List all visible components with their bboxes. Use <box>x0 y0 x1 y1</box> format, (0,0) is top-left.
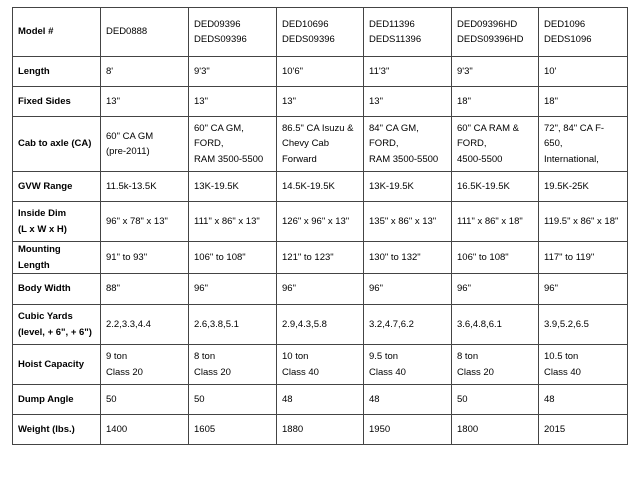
table-cell: 8 ton Class 20 <box>452 345 539 385</box>
table-cell: 19.5K-25K <box>539 172 628 202</box>
table-cell: 96" <box>364 274 452 305</box>
table-cell: 11'3" <box>364 57 452 87</box>
table-cell: 60" CA RAM & FORD, 4500-5500 <box>452 117 539 172</box>
table-cell: 14.5K-19.5K <box>277 172 364 202</box>
table-cell: 10.5 ton Class 40 <box>539 345 628 385</box>
table-cell: 2015 <box>539 415 628 445</box>
table-cell: 48 <box>539 385 628 415</box>
table-cell: 9 ton Class 20 <box>101 345 189 385</box>
table-cell: 1800 <box>452 415 539 445</box>
table-cell: 3.2,4.7,6.2 <box>364 305 452 345</box>
table-row <box>13 345 628 385</box>
table-cell: DED1096 DEDS1096 <box>539 8 628 57</box>
table-cell: 10' <box>539 57 628 87</box>
table-cell: 13" <box>364 87 452 117</box>
row-label-cell: Length <box>13 57 101 87</box>
table-cell: 50 <box>189 385 277 415</box>
table-cell: 16.5K-19.5K <box>452 172 539 202</box>
table-cell: 18" <box>452 87 539 117</box>
table-cell: DED09396HD DEDS09396HD <box>452 8 539 57</box>
row-label-cell: Inside Dim (L x W x H) <box>13 202 101 242</box>
row-label-cell: Cubic Yards (level, + 6", + 6") <box>13 305 101 345</box>
table-cell: 9'3" <box>189 57 277 87</box>
table-row <box>13 202 628 242</box>
table-cell: 13" <box>101 87 189 117</box>
table-cell: 13" <box>277 87 364 117</box>
table-cell: 48 <box>277 385 364 415</box>
row-label-cell: GVW Range <box>13 172 101 202</box>
table-cell: 48 <box>364 385 452 415</box>
table-cell: 2.9,4.3,5.8 <box>277 305 364 345</box>
table-cell: 91" to 93" <box>101 242 189 274</box>
row-label-cell: Dump Angle <box>13 385 101 415</box>
table-cell: 9'3" <box>452 57 539 87</box>
table-cell: 96" <box>277 274 364 305</box>
table-cell: 121" to 123" <box>277 242 364 274</box>
table-cell: 1400 <box>101 415 189 445</box>
table-row <box>13 242 628 274</box>
table-cell: 72", 84" CA F- 650, International, <box>539 117 628 172</box>
table-cell: 1880 <box>277 415 364 445</box>
table-cell: 60" CA GM, FORD, RAM 3500-5500 <box>189 117 277 172</box>
header-row <box>13 8 628 57</box>
table-cell: DED09396 DEDS09396 <box>189 8 277 57</box>
row-label-cell: Weight (lbs.) <box>13 415 101 445</box>
table-row <box>13 172 628 202</box>
row-label-cell: Cab to axle (CA) <box>13 117 101 172</box>
table-cell: 84" CA GM, FORD, RAM 3500-5500 <box>364 117 452 172</box>
table-cell: 117" to 119" <box>539 242 628 274</box>
table-cell: 11.5k-13.5K <box>101 172 189 202</box>
table-cell: 106" to 108" <box>452 242 539 274</box>
table-cell: 50 <box>452 385 539 415</box>
table-cell: 96" <box>189 274 277 305</box>
table-cell: 86.5" CA Isuzu & Chevy Cab Forward <box>277 117 364 172</box>
table-row <box>13 415 628 445</box>
table-cell: 119.5" x 86" x 18" <box>539 202 628 242</box>
row-label-cell: Mounting Length <box>13 242 101 274</box>
table-cell: 60" CA GM (pre-2011) <box>101 117 189 172</box>
table-cell: 50 <box>101 385 189 415</box>
table-cell: DED10696 DEDS09396 <box>277 8 364 57</box>
table-cell: 106" to 108" <box>189 242 277 274</box>
table-row <box>13 385 628 415</box>
row-label-cell: Body Width <box>13 274 101 305</box>
table-cell: 130" to 132" <box>364 242 452 274</box>
table-cell: 2.6,3.8,5.1 <box>189 305 277 345</box>
table-cell: 18" <box>539 87 628 117</box>
table-cell: 1605 <box>189 415 277 445</box>
table-cell: 126" x 96" x 13" <box>277 202 364 242</box>
table-cell: 13K-19.5K <box>364 172 452 202</box>
table-cell: 8' <box>101 57 189 87</box>
table-row <box>13 57 628 87</box>
row-label-cell: Fixed Sides <box>13 87 101 117</box>
table-cell: 3.6,4.8,6.1 <box>452 305 539 345</box>
table-cell: 3.9,5.2,6.5 <box>539 305 628 345</box>
spec-table <box>12 7 628 445</box>
table-cell: 8 ton Class 20 <box>189 345 277 385</box>
table-cell: DED11396 DEDS11396 <box>364 8 452 57</box>
table-row <box>13 117 628 172</box>
table-cell: 2.2,3.3,4.4 <box>101 305 189 345</box>
table-row <box>13 274 628 305</box>
table-cell: 88" <box>101 274 189 305</box>
table-cell: 135" x 86" x 13" <box>364 202 452 242</box>
row-label-cell: Model # <box>13 8 101 57</box>
row-label-cell: Hoist Capacity <box>13 345 101 385</box>
table-row <box>13 87 628 117</box>
table-cell: 10 ton Class 40 <box>277 345 364 385</box>
table-cell: 96" <box>539 274 628 305</box>
table-cell: 13K-19.5K <box>189 172 277 202</box>
table-cell: 9.5 ton Class 40 <box>364 345 452 385</box>
table-cell: 111" x 86" x 18" <box>452 202 539 242</box>
table-cell: 1950 <box>364 415 452 445</box>
table-cell: 10'6" <box>277 57 364 87</box>
table-cell: 96" x 78" x 13" <box>101 202 189 242</box>
table-cell: 111" x 86" x 13" <box>189 202 277 242</box>
table-cell: 96" <box>452 274 539 305</box>
table-row <box>13 305 628 345</box>
table-cell: DED0888 <box>101 8 189 57</box>
table-cell: 13" <box>189 87 277 117</box>
